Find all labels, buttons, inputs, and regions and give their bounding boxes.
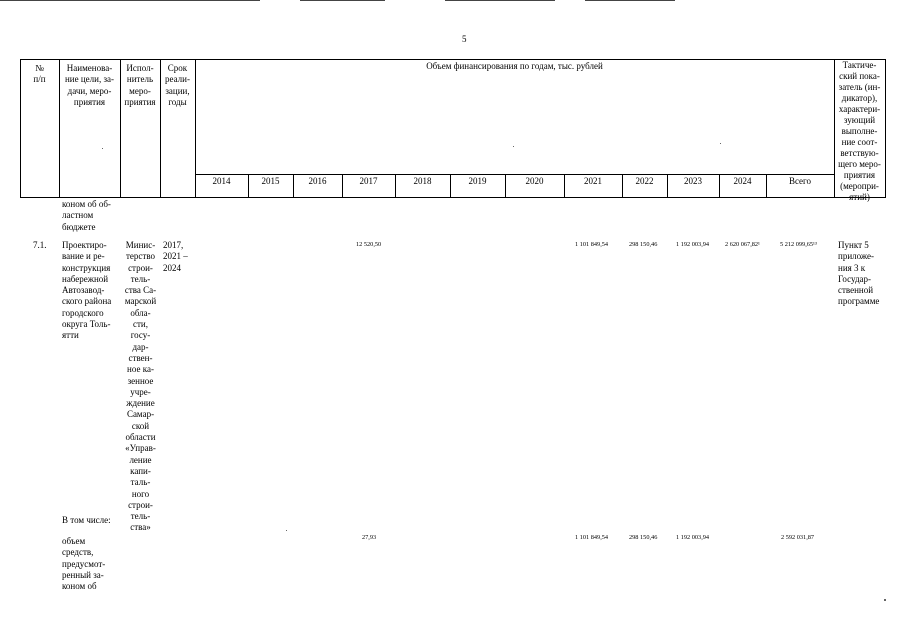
row-number: 7.1. <box>33 240 47 250</box>
scan-artifact <box>0 0 260 1</box>
year-2017: 2017 <box>359 176 378 186</box>
scan-artifact <box>445 0 555 1</box>
volume-value-2017: 27,93 <box>362 534 377 541</box>
scan-speck <box>884 599 886 601</box>
year-2024: 2024 <box>733 176 752 186</box>
scan-speck <box>102 148 103 149</box>
row-value-2022: 298 150,46 <box>629 241 658 248</box>
table-top-border <box>20 59 885 60</box>
header-funding: Объем финансирования по годам, тыс. рублей <box>426 61 603 71</box>
row-value-2021: 1 101 849,54 <box>575 241 609 248</box>
row-value-total: 5 212 099,65¹³ <box>780 241 817 248</box>
scan-speck <box>286 530 287 531</box>
volume-value-2022: 298 150,46 <box>629 534 658 541</box>
year-2015: 2015 <box>261 176 280 186</box>
scan-speck <box>720 143 721 144</box>
row-value-2023: 1 192 003,94 <box>676 241 710 248</box>
header-num: № п/п <box>33 63 46 85</box>
year-2023: 2023 <box>684 176 702 186</box>
header-indicator: Тактиче- ский пока- затель (ин- дикатор), характери- зующий выполне- ние соот- ветствую- щего меро- приятия (меропри- ятий) <box>838 60 881 202</box>
header-name: Наименова- ние цели, за- дачи, меро- приятия <box>64 63 115 107</box>
scan-artifact <box>300 0 385 1</box>
row-name: Проектиро- вание и ре- конструкция набережной Автозавод- ского района городского округа Толь- ятти <box>62 240 112 341</box>
header-executor: Испол- нитель меро- приятия <box>124 63 156 107</box>
volume-row-name: объем средств, предусмот- ренный за- коном об <box>62 536 106 592</box>
year-row-top-border <box>195 174 835 175</box>
year-2018: 2018 <box>413 176 432 186</box>
page-number: 5 <box>462 34 467 44</box>
year-2014: 2014 <box>212 176 231 186</box>
row-executor: Минис- терство строи- тель- ства Са- марской обла- сти, госу- дар- ствен- ное ка- зенное учре- ждение Самар- ской области «Управ- ление капи- таль- ного строи- тель- ства» <box>124 240 157 533</box>
year-2016: 2016 <box>308 176 327 186</box>
row-indicator: Пункт 5 приложе- ния 3 к Государ- ственной программе <box>838 240 880 307</box>
volume-value-total: 2 592 031,87 <box>781 534 815 541</box>
year-2019: 2019 <box>468 176 487 186</box>
row-term: 2017, 2021 – 2024 <box>163 240 188 273</box>
year-2021: 2021 <box>584 176 602 186</box>
year-2020: 2020 <box>525 176 544 186</box>
carry-over-text: коном об об- ластном бюджете <box>62 199 111 232</box>
header-bottom-border <box>20 197 885 198</box>
including-label: В том числе: <box>62 515 111 525</box>
row-value-2024: 2 620 067,82¹ <box>725 241 760 248</box>
year-total: Всего <box>788 176 812 186</box>
volume-value-2023: 1 192 003,94 <box>676 534 710 541</box>
scan-artifact <box>585 0 675 1</box>
scan-speck <box>513 146 514 147</box>
col-border <box>885 59 886 198</box>
row-value-2017: 12 520,50 <box>356 241 382 248</box>
header-term: Срок реали- зации, годы <box>165 63 190 107</box>
volume-value-2021: 1 101 849,54 <box>575 534 609 541</box>
year-2022: 2022 <box>635 176 654 186</box>
